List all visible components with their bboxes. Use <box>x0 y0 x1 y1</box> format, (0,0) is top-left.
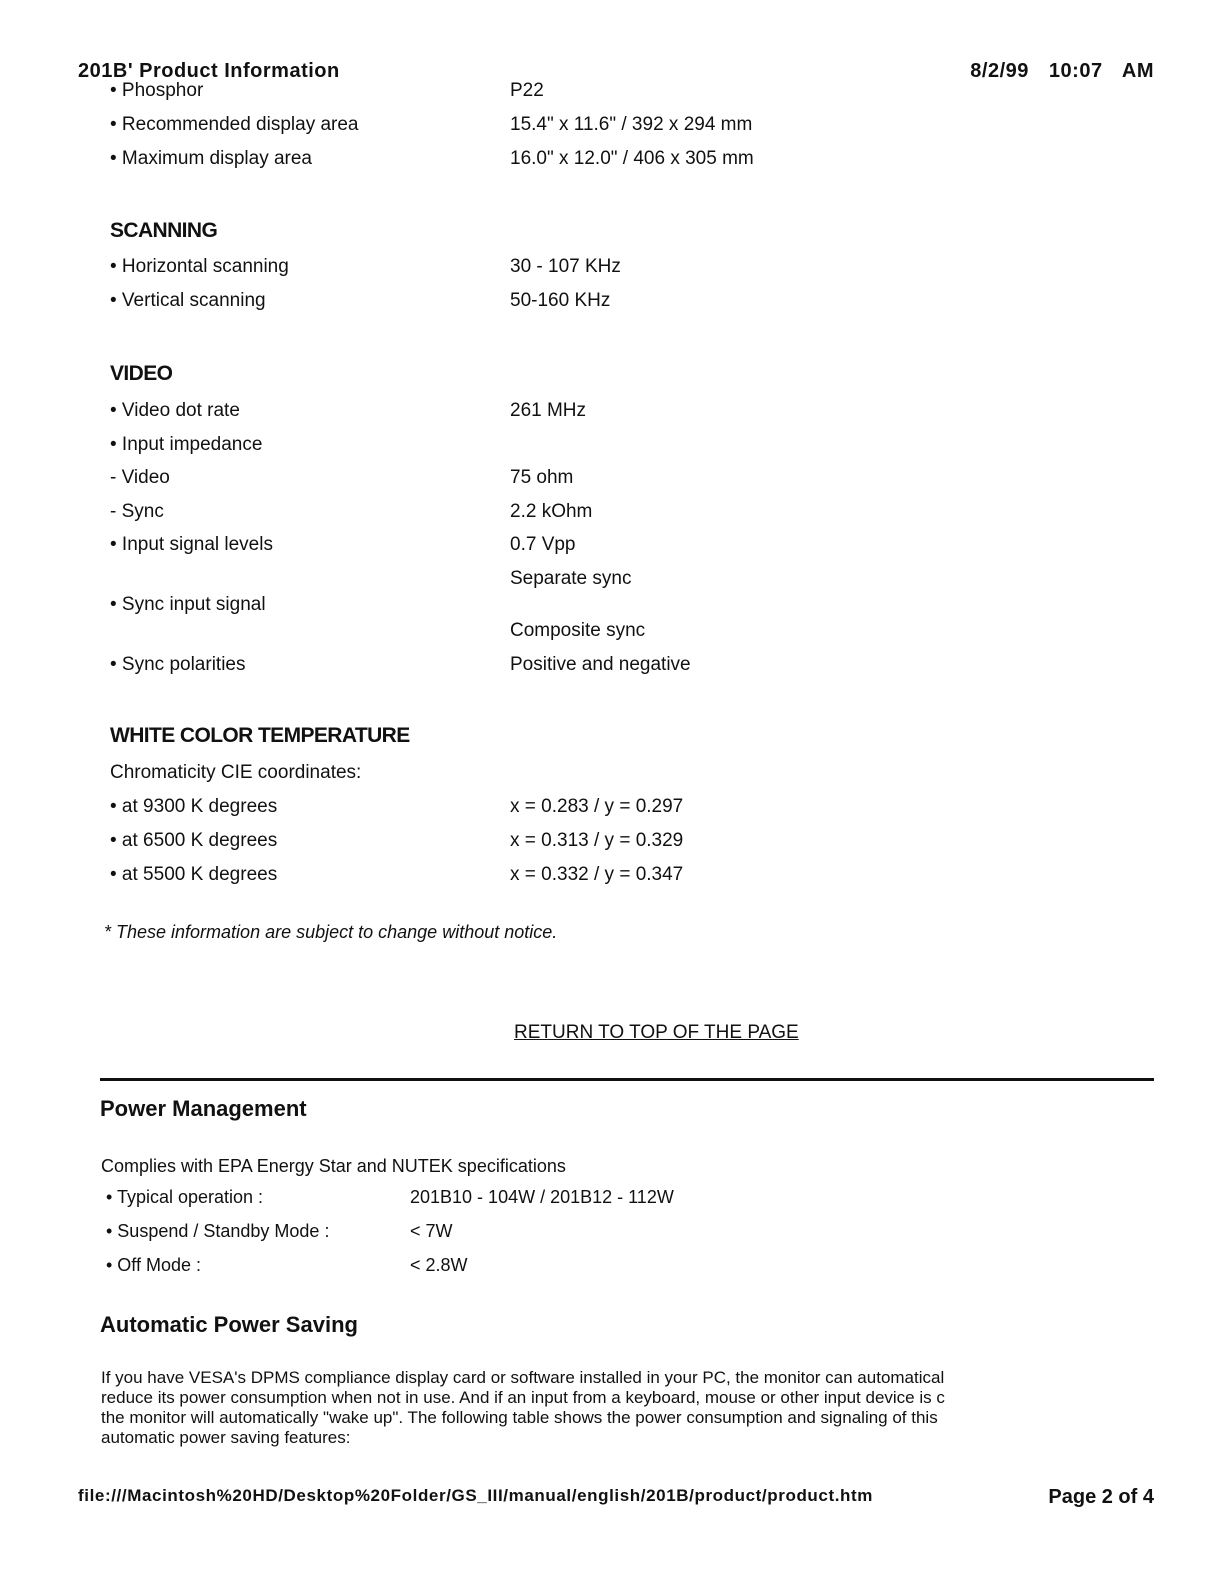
spec-value-composite-sync: Composite sync <box>510 620 646 641</box>
spec-label-recommended-area: • Recommended display area <box>110 114 359 135</box>
power-value-suspend: < 7W <box>410 1221 453 1241</box>
chromaticity-subtitle: Chromaticity CIE coordinates: <box>110 762 362 783</box>
spec-label-phosphor: • Phosphor <box>110 80 204 101</box>
auto-power-paragraph <box>101 1368 1161 1448</box>
paragraph-line: automatic power saving features: <box>101 1428 351 1447</box>
power-label-off: • Off Mode : <box>106 1255 202 1275</box>
spec-value-recommended-area: 15.4" x 11.6" / 392 x 294 mm <box>510 114 753 135</box>
spec-value-sync-polarities: Positive and negative <box>510 654 691 675</box>
spec-value-6500k: x = 0.313 / y = 0.329 <box>510 830 684 851</box>
spec-label-6500k: • at 6500 K degrees <box>110 830 278 851</box>
spec-value-sync: 2.2 kOhm <box>510 501 593 522</box>
heading-automatic-power-saving: Automatic Power Saving <box>100 1312 358 1337</box>
section-divider <box>100 1078 1154 1081</box>
spec-label-9300k: • at 9300 K degrees <box>110 796 278 817</box>
spec-label-input-impedance: • Input impedance <box>110 434 263 455</box>
page-header-datetime: 8/2/99 10:07 AM <box>970 60 1154 82</box>
spec-value-input-signal-levels: 0.7 Vpp <box>510 534 576 555</box>
page-header-title: 201B' Product Information <box>78 60 340 82</box>
disclaimer-note: * These information are subject to change without notice. <box>104 922 558 942</box>
spec-label-sync: - Sync <box>110 501 164 522</box>
spec-value-separate-sync: Separate sync <box>510 568 632 589</box>
spec-label-sync-input-signal: • Sync input signal <box>110 594 266 615</box>
heading-power-management: Power Management <box>100 1096 307 1121</box>
section-title-scanning: SCANNING <box>110 219 218 242</box>
paragraph-line: If you have VESA's DPMS compliance display card or software installed in your PC, the monitor can automatical <box>101 1368 945 1387</box>
spec-label-horizontal-scanning: • Horizontal scanning <box>110 256 289 277</box>
section-title-video: VIDEO <box>110 362 173 385</box>
return-to-top-link[interactable]: RETURN TO TOP OF THE PAGE <box>514 1022 799 1043</box>
footer-page-number: Page 2 of 4 <box>1048 1486 1154 1508</box>
paragraph-line: the monitor will automatically "wake up". The following table shows the power consumption and signaling of this <box>101 1408 938 1427</box>
section-title-white-color-temperature: WHITE COLOR TEMPERATURE <box>110 724 410 747</box>
spec-label-video-dot-rate: • Video dot rate <box>110 400 240 421</box>
spec-label-5500k: • at 5500 K degrees <box>110 864 278 885</box>
spec-value-vertical-scanning: 50-160 KHz <box>510 290 611 311</box>
spec-value-9300k: x = 0.283 / y = 0.297 <box>510 796 684 817</box>
power-intro: Complies with EPA Energy Star and NUTEK specifications <box>101 1156 566 1176</box>
spec-label-sync-polarities: • Sync polarities <box>110 654 246 675</box>
spec-label-maximum-area: • Maximum display area <box>110 148 312 169</box>
power-label-typical: • Typical operation : <box>106 1187 264 1207</box>
spec-value-horizontal-scanning: 30 - 107 KHz <box>510 256 621 277</box>
spec-value-video: 75 ohm <box>510 467 574 488</box>
spec-value-5500k: x = 0.332 / y = 0.347 <box>510 864 684 885</box>
spec-label-input-signal-levels: • Input signal levels <box>110 534 273 555</box>
power-value-off: < 2.8W <box>410 1255 468 1275</box>
spec-value-maximum-area: 16.0" x 12.0" / 406 x 305 mm <box>510 148 754 169</box>
spec-label-vertical-scanning: • Vertical scanning <box>110 290 266 311</box>
spec-value-phosphor: P22 <box>510 80 544 101</box>
power-label-suspend: • Suspend / Standby Mode : <box>106 1221 330 1241</box>
footer-file-path: file:///Macintosh%20HD/Desktop%20Folder/GS_III/manual/english/201B/product/product.htm <box>78 1486 874 1505</box>
paragraph-line: reduce its power consumption when not in use. And if an input from a keyboard, mouse or other input device is c <box>101 1388 945 1407</box>
spec-label-video: - Video <box>110 467 170 488</box>
spec-value-video-dot-rate: 261 MHz <box>510 400 587 421</box>
power-value-typical: 201B10 - 104W / 201B12 - 112W <box>410 1187 674 1207</box>
